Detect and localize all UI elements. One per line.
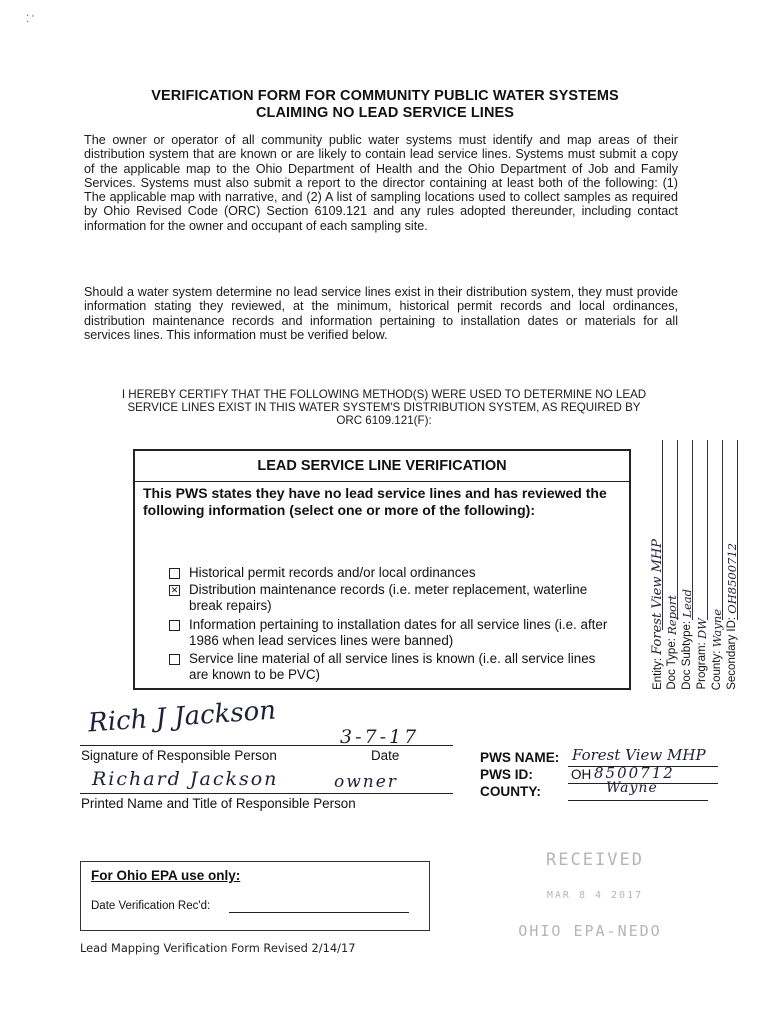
printed-name-label: Printed Name and Title of Responsible Person xyxy=(81,796,356,811)
certification-line2: SERVICE LINES EXIST IN THIS WATER SYSTEM'S DISTRIBUTION SYSTEM, AS REQUIRED BY xyxy=(127,401,641,414)
intro-paragraph: The owner or operator of all community public water systems must identify and map areas of their distribution system that are known or are likely to contain lead service lines. Systems must submit a copy of the applicable map to the Ohio Department of Health and the Ohio Department of Job and Family Services. Systems must also submit a report to the director containing at least both of the following: (1) The applicable map with narrative, and (2) A list of sampling locations used to collect samples as required by Ohio Revised Code (ORC) Section 6109.121 and any rules adopted thereunder, including contact information for the owner and occupant of each sampling site. xyxy=(84,133,678,233)
pws-id-value[interactable]: 8500712 xyxy=(594,764,675,782)
index-county-value: Wayne xyxy=(710,608,724,648)
index-secondary-id-value: OH8500712 xyxy=(725,543,739,614)
index-secondary-id-label: Secondary ID: xyxy=(726,617,738,690)
county-value[interactable]: Wayne xyxy=(606,780,658,796)
epa-use-only-box xyxy=(80,861,430,931)
checkbox-icon[interactable] xyxy=(169,654,180,665)
index-secondary-id xyxy=(727,543,738,690)
option-service-line-material[interactable] xyxy=(169,651,609,683)
signature-label: Signature of Responsible Person xyxy=(81,748,277,763)
form-title-line2: CLAIMING NO LEAD SERVICE LINES xyxy=(255,105,515,121)
verification-heading: LEAD SERVICE LINE VERIFICATION xyxy=(135,451,629,482)
index-doc-subtype xyxy=(682,589,693,690)
index-doc-subtype-label: Doc Subtype: xyxy=(681,620,693,690)
index-county xyxy=(712,609,723,690)
option-installation-dates[interactable] xyxy=(169,617,609,649)
verification-box xyxy=(133,449,631,690)
date-verification-field[interactable] xyxy=(229,912,409,913)
option-label: Historical permit records and/or local ordinances xyxy=(189,565,476,580)
index-program-label: Program: xyxy=(696,642,708,690)
index-entity xyxy=(652,539,664,690)
index-line xyxy=(677,440,678,620)
county-rule xyxy=(568,800,708,801)
pws-id-prefix: OH xyxy=(571,767,592,782)
index-doc-type-label: Doc Type: xyxy=(666,638,678,690)
verification-intro: This PWS states they have no lead service lines and has reviewed the following information (select one or more of the following): xyxy=(143,485,607,518)
checked-checkbox-icon[interactable]: ✕ xyxy=(170,585,179,595)
index-doc-type-value: Report xyxy=(665,595,679,636)
index-doc-subtype-value: Lead xyxy=(680,589,694,618)
document-index-labels xyxy=(630,440,740,690)
requirement-paragraph: Should a water system determine no lead service lines exist in their distribution system, they must provide information stating they reviewed, at the minimum, historical permit records and local ordinances, distribution maintenance records and information pertaining to installation dates or materials for all services lines. This information must be verified below. xyxy=(84,285,678,342)
index-program xyxy=(697,618,708,690)
pws-name-label: PWS NAME: xyxy=(480,750,560,765)
index-doc-type xyxy=(667,595,678,690)
index-program-value: DW xyxy=(695,618,709,640)
index-line xyxy=(722,440,723,620)
signature-handwriting[interactable]: Rich J Jackson xyxy=(87,695,277,739)
certification-line3: ORC 6109.121(F): xyxy=(336,414,432,427)
scan-mark: ⁚ ʹ xyxy=(26,14,34,25)
option-label: Distribution maintenance records (i.e. meter replacement, waterline break repairs) xyxy=(189,582,588,613)
received-stamp-line3: OHIO EPA-NEDO xyxy=(518,922,662,940)
pws-name-value[interactable]: Forest View MHP xyxy=(572,746,706,764)
pws-id-label: PWS ID: xyxy=(480,767,533,782)
date-verification-label: Date Verification Rec'd: xyxy=(91,900,211,912)
received-stamp-line2: MAR 8 4 2017 xyxy=(546,890,644,901)
printed-name-handwriting[interactable]: Richard Jackson xyxy=(92,768,279,790)
index-entity-value: Forest View MHP xyxy=(650,539,665,655)
checkbox-icon[interactable] xyxy=(169,568,180,579)
form-title-line1: VERIFICATION FORM FOR COMMUNITY PUBLIC WATER SYSTEMS xyxy=(151,88,619,104)
checkbox-icon[interactable] xyxy=(169,620,180,631)
certification-line1: I HEREBY CERTIFY THAT THE FOLLOWING METHOD(S) WERE USED TO DETERMINE NO LEAD xyxy=(121,388,647,401)
option-label: Information pertaining to installation dates for all service lines (i.e. after 1986 when lead services lines were banned) xyxy=(189,617,608,648)
title-handwriting[interactable]: owner xyxy=(334,772,398,792)
index-entity-label: Entity: xyxy=(652,658,664,690)
index-county-label: County: xyxy=(711,650,723,690)
signature-rule xyxy=(80,745,453,746)
county-label: COUNTY: xyxy=(480,784,541,799)
option-label: Service line material of all service lines is known (i.e. all service lines are known to be PVC) xyxy=(189,651,596,682)
signature-date-handwriting[interactable]: 3-7-17 xyxy=(340,726,420,748)
epa-use-only-heading: For Ohio EPA use only: xyxy=(91,868,241,883)
printed-name-rule xyxy=(80,793,453,794)
form-revision-footer: Lead Mapping Verification Form Revised 2/14/17 xyxy=(80,941,356,955)
received-stamp-line1: RECEIVED xyxy=(546,850,644,870)
date-label: Date xyxy=(371,748,400,763)
option-distribution-maintenance[interactable] xyxy=(169,582,609,614)
index-line xyxy=(707,440,708,620)
option-historical-permits[interactable] xyxy=(169,565,609,581)
